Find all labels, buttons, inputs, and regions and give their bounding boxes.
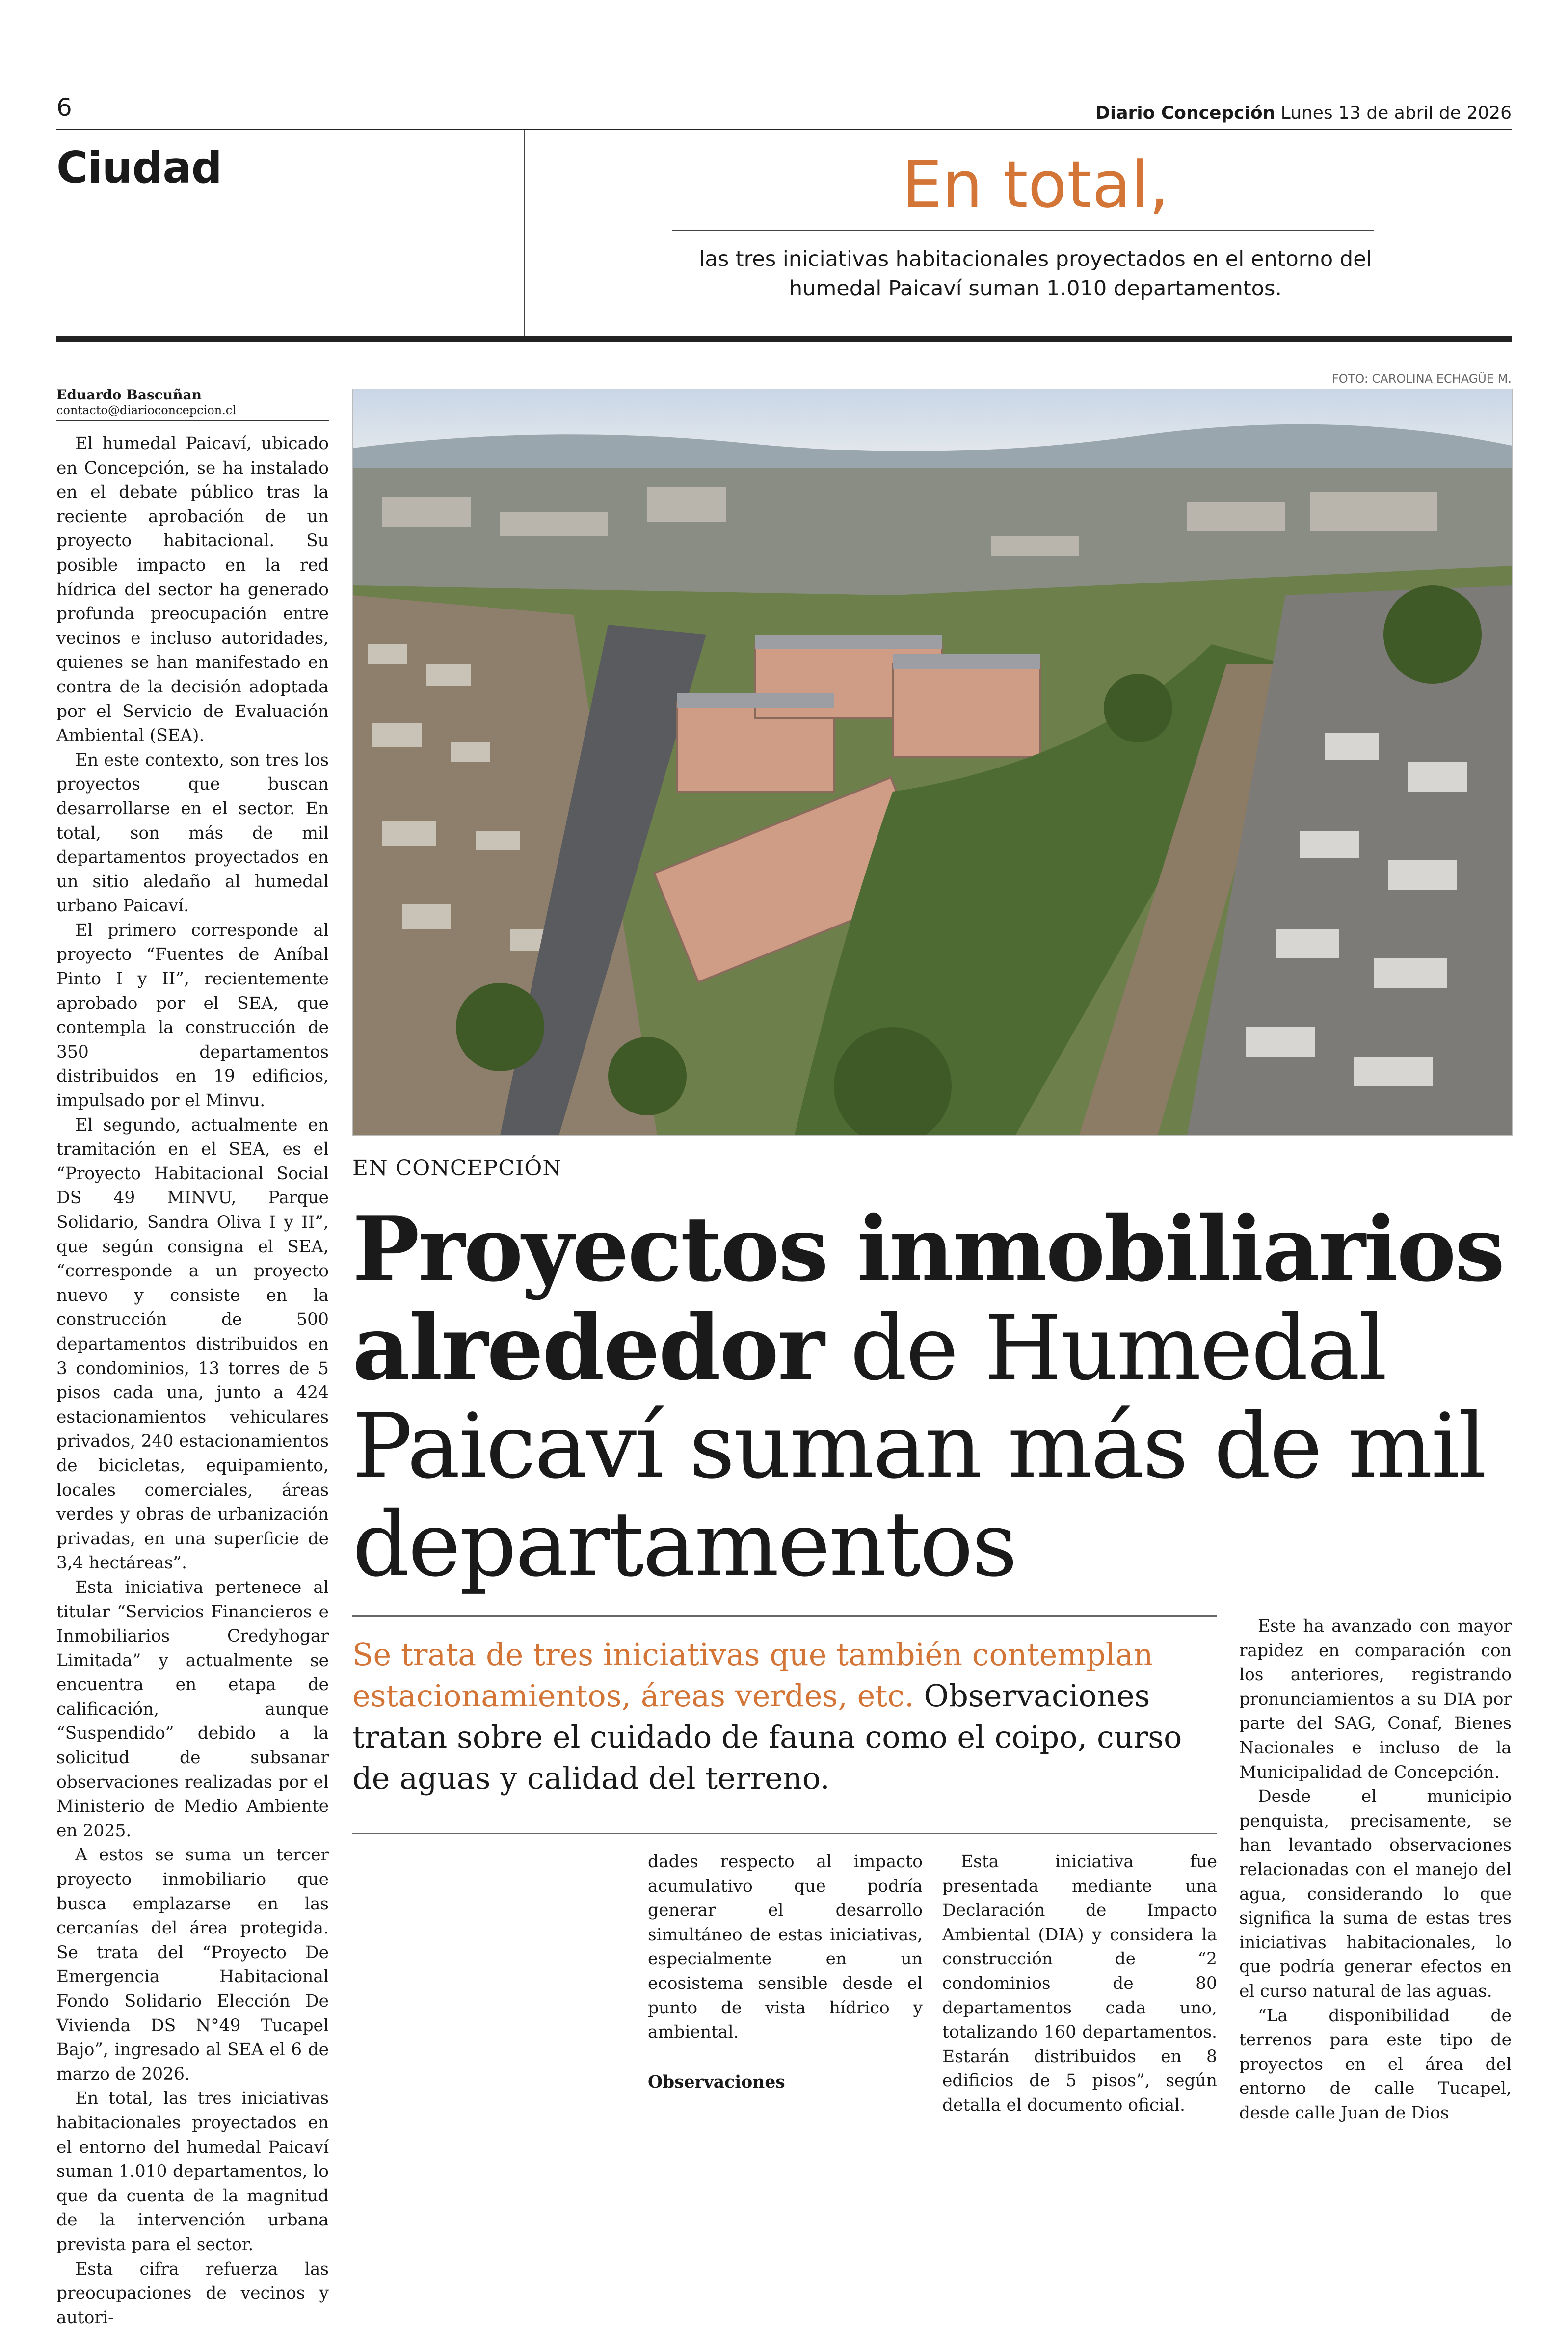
- byline-email: contacto@diarioconcepcion.cl: [56, 403, 236, 417]
- deck-rest: Observaciones tratan sobre el cuidado de fauna como el coipo, curso de aguas y calidad del terreno.: [352, 1678, 1182, 1796]
- paragraph: En este contexto, son tres los proyectos que buscan desarrollarse en el sector. En total, son más de mil departamentos proyectados en un sitio aledaño al humedal urbano Paicaví.: [56, 750, 329, 916]
- deck-highlight: Se trata de tres iniciativas que también contemplan estacionamientos, áreas verdes, etc.: [352, 1637, 1153, 1714]
- paragraph: El primero corresponde al proyecto “Fuentes de Aníbal Pinto I y II”, recientemente aprobado por el SEA, que contempla la construcción de 350 departamentos distribuidos en 19 edificios, impulsado por el Minvu.: [56, 920, 329, 1111]
- deck: [352, 1634, 1216, 1799]
- header-rule: [56, 129, 1512, 130]
- paragraph: Esta iniciativa pertenece al titular “Servicios Financieros e Inmobiliarios Credyhogar Limitada” y actualmente se encuentra en etapa de calificación, aunque “Suspendido” debido a la solicitud de subsanar observaciones realizadas por el Ministerio de Medio Ambiente en 2025.: [56, 1577, 329, 1841]
- headline-bold: Proyectos inmobiliarios alrededor: [352, 1196, 1504, 1400]
- newspaper-name: Diario Concepción: [1095, 103, 1276, 123]
- body-column-4: [1239, 1615, 1512, 2125]
- aerial-photo-illustration: [353, 389, 1512, 1135]
- deck-rule-bottom: [352, 1833, 1217, 1834]
- pullquote-text: las tres iniciativas habitacionales proyectados en el entorno del humedal Paicaví suman 1.010 departamentos.: [699, 247, 1372, 301]
- headline: [352, 1196, 1520, 1596]
- paragraph: dades respecto al impacto acumulativo que podría generar el desarrollo simultáneo de estas iniciativas, especialmente en un ecosistema sensible desde el punto de vista hídrico y ambiental.: [648, 1852, 923, 2042]
- header-divider: [524, 130, 525, 336]
- issue-date: Lunes 13 de abril de 2026: [1280, 103, 1512, 123]
- subheading: Observaciones: [648, 2072, 785, 2092]
- kicker: EN CONCEPCIÓN: [352, 1156, 562, 1181]
- pullquote-rule: [672, 230, 1374, 231]
- deck-rule-top: [352, 1615, 1217, 1617]
- header-thick-rule: [56, 336, 1512, 342]
- body-column-3: [942, 1850, 1217, 2118]
- paragraph: Esta iniciativa fue presentada mediante una Declaración de Impacto Ambiental (DIA) y considera la construcción de “2 condominios de 80 departamentos cada uno, totalizando 160 departamentos. Estarán distribuidos en 8 edificios de 5 pisos”, según detalla el documento oficial.: [942, 1852, 1217, 2115]
- paragraph: El segundo, actualmente en tramitación en el SEA, es el “Proyecto Habitacional Social DS 49 MINVU, Parque Solidario, Sandra Oliva I y II”, que según consigna el SEA, “corresponde a un proyecto nuevo y consiste en la construcción de 500 departamentos distribuidos en 3 condominios, 13 torres de 5 pisos cada una, junto a 424 estacionamientos vehiculares privados, 240 estacionamientos de bicicletas, equipamiento, locales comerciales, áreas verdes y obras de urbanización privadas, en una superficie de 3,4 hectáreas”.: [56, 1115, 329, 1573]
- aerial-photo: [352, 389, 1513, 1136]
- photo-credit: FOTO: CAROLINA ECHAGÜE M.: [1332, 372, 1512, 386]
- pullquote-heading: En total,: [902, 147, 1169, 222]
- paragraph: “La disponibilidad de terrenos para este tipo de proyectos en el área del entorno de calle Tucapel, desde calle Juan de Dios: [1239, 2006, 1512, 2123]
- body-column-2: [648, 1850, 923, 2094]
- masthead: [1095, 103, 1512, 123]
- byline-author: Eduardo Bascuñan: [56, 387, 202, 403]
- paragraph: El humedal Paicaví, ubicado en Concepción, se ha instalado en el debate público tras la reciente aprobación de un proyecto habitacional. Su posible impacto en la red hídrica del sector ha generado profunda preocupación entre vecinos e incluso autoridades, quienes se han manifestado en contra de la decisión adoptada por el Servicio de Evaluación Ambiental (SEA).: [56, 434, 329, 746]
- headline-regular: de Humedal Paicaví suman más de mil departamentos: [352, 1296, 1486, 1596]
- paragraph: Este ha avanzado con mayor rapidez en comparación con los anteriores, registrando pronunciamientos a su DIA por parte del SAG, Conaf, Bienes Nacionales e incluso de la Municipalidad de Concepción.: [1239, 1616, 1512, 1782]
- paragraph: A estos se suma un tercer proyecto inmobiliario que busca emplazarse en las cercanías del área protegida. Se trata del “Proyecto De Emergencia Habitacional Fondo Solidario Elección De Vivienda DS N°49 Tucapel Bajo”, ingresado al SEA el 6 de marzo de 2026.: [56, 1845, 329, 2084]
- paragraph: En total, las tres iniciativas habitacionales proyectados en el entorno del humedal Paicaví suman 1.010 departamentos, lo que da cuenta de la magnitud de la intervención urbana prevista para el sector.: [56, 2089, 329, 2254]
- page-number: 6: [56, 93, 72, 122]
- paragraph: Esta cifra refuerza las preocupaciones de vecinos y autori-: [56, 2259, 329, 2328]
- byline-rule: [56, 420, 329, 421]
- body-column-1: [56, 432, 329, 2330]
- section-title: Ciudad: [56, 142, 222, 193]
- paragraph: Desde el municipio penquista, precisamente, se han levantado observaciones relacionadas con el manejo del agua, considerando lo que significa la suma de estas tres iniciativas habitacionales, lo que podría generar efectos en el curso natural de las aguas.: [1239, 1787, 1512, 2001]
